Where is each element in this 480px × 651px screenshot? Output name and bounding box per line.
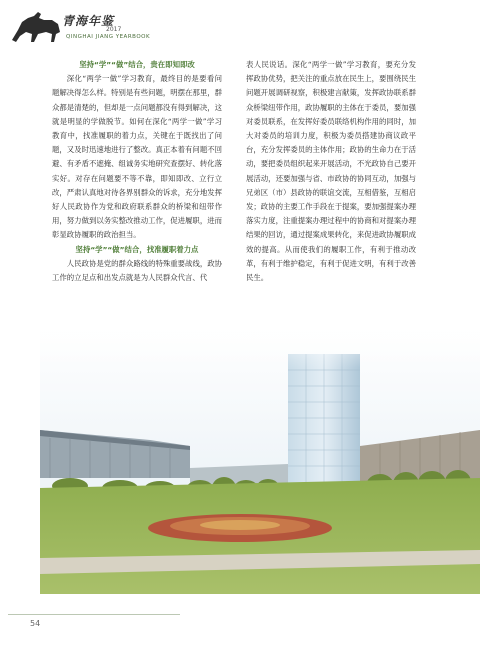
footer-divider	[8, 614, 180, 615]
left-column	[52, 58, 222, 285]
yearbook-title: 青海年鉴	[62, 14, 115, 28]
body-paragraph: 表人民说话。深化“两学一做”学习教育，要充分发挥政协优势，把关注的重点放在民生上，要围绕民生问题开展调研视察，积极建言献策，发挥政协联系群众桥梁纽带作用，政协履职的主体在于委员，要加强对委员联系，在发挥好委员联络机构作用的同时，加大对委员的培训力度，积极为委员搭建协商议政平台，充分发挥委员的主体作用；政协的生命力在于活动，要把委员组织起来开展活动，不光政协自己要开展活动，还要加强与省、市政协的协同互动，加强与兄弟区（市）县政协的联谊交流，互相借鉴，互相启发；政协的主要工作手段在于提案，要加强提案办理落实力度，注重提案办理过程中的协商和对提案办理结果的回访，通过提案成果转化，来促进政协履职成效的提高。从而使我们的履职工作，有利于推动改革，有利于维护稳定，有利于促进文明，有利于改善民生。	[246, 60, 416, 283]
page-number: 54	[30, 619, 41, 628]
body-paragraph: 深化“两学一做”学习教育，最终目的是要看问题解决得怎么样。特别是有些问题，明摆在那里，群众都是清楚的，但却是一点问题都没有得到解决，这就是明显的学做脱节。如何在深化“两学一做”学习教育中，找准履职的着力点，关键在于既找出了问题，又及时迅速地进行了整改。真正本着有问题不回避、有矛盾不遮掩、组诚务实地研究查摆好、转化落实好。对存在问题要不等不靠，即知即改、立行立改，严肃认真地对待各界别群众的诉求，充分地发挥好人民政协作为党和政府联系群众的桥梁和纽带作用，努力做到以务实整改推动工作，促进履职，进而彰显政协履职的政治担当。	[52, 74, 222, 240]
body-paragraph: 人民政协是党的群众路线的特殊重要战线，政协工作的立足点和出发点就是为人民群众代言、代	[52, 258, 223, 283]
section-heading: 坚持“学”“做”结合，找准履职着力点	[75, 244, 199, 254]
building-photo	[40, 318, 480, 594]
right-column	[246, 58, 416, 285]
yearbook-title-english: QINGHAI JIANG YEARBOOK	[66, 34, 151, 40]
horse-logo-icon	[8, 10, 66, 46]
yearbook-year: 2017	[106, 26, 122, 33]
photo-illustration	[40, 318, 480, 594]
section-heading: 坚持“学”“做”结合，贵在即知即改	[79, 60, 195, 69]
yearbook-header	[8, 8, 208, 48]
